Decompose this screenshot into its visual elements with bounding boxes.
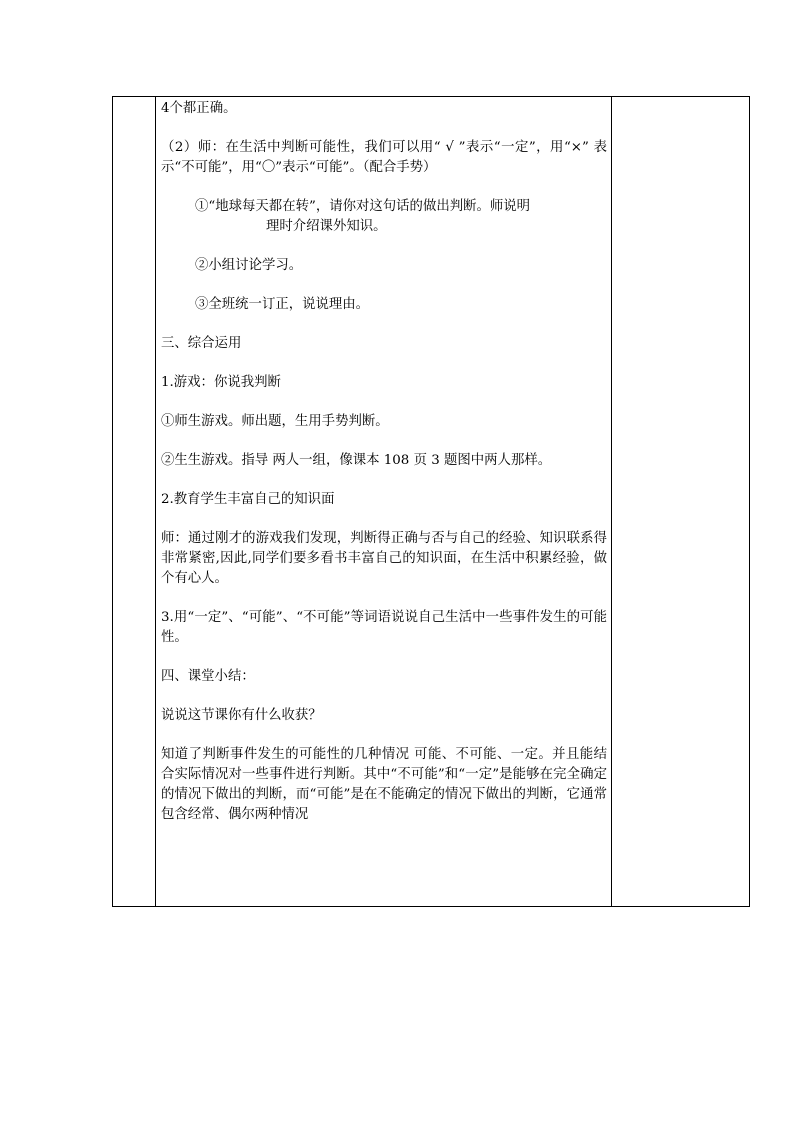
paragraph-summary-question: 说说这节课你有什么收获？ — [161, 708, 322, 723]
paragraph-summary-body: 知道了判断事件发生的可能性的几种情况 可能、不可能、一定。并且能结合实际情况对一些事件进行判断。其中“不可能”和“一定”是能够在完全确定的情况下做出的判断，而“可能”是在不能确定的情况下做出的判断，它通常包含经常、偶尔两种情况 — [161, 747, 607, 822]
table-content-cell — [161, 97, 607, 825]
paragraph-earth-rotation-2: 理时介绍课外知识。 — [266, 219, 387, 234]
lesson-plan-table — [112, 96, 750, 907]
section-heading-summary: 四、课堂小结： — [161, 669, 255, 684]
paragraph-group-discussion: ②小组讨论学习。 — [195, 258, 303, 273]
paragraph-teacher-judgment: （2）师：在生活中判断可能性，我们可以用“ √ ”表示“一定”，用“×” 表示“不可能”，用“〇”表示“可能”。（配合手势） — [161, 140, 607, 175]
table-column-divider-right — [611, 97, 612, 906]
paragraph-teacher-student-game: ①师生游戏。师出题，生用手势判断。 — [161, 414, 389, 429]
paragraph-earth-rotation-1: ①“地球每天都在转”，请你对这句话的做出判断。师说明 — [195, 199, 531, 214]
section-heading-application: 三、综合运用 — [161, 336, 242, 351]
paragraph-student-student-game: ②生生游戏。指导 两人一组，像课本 108 页 3 题图中两人那样。 — [161, 453, 552, 468]
paragraph-game-title: 1.游戏：你说我判断 — [161, 375, 281, 390]
paragraph-class-correction: ③全班统一订正，说说理由。 — [195, 297, 370, 312]
paragraph-word-usage: 3.用“一定”、“可能”、“不可能”等词语说说自己生活中一些事件发生的可能性。 — [161, 610, 607, 645]
table-column-divider-left — [155, 97, 156, 906]
paragraph-knowledge-body: 师：通过刚才的游戏我们发现，判断得正确与否与自己的经验、知识联系得非常紧密,因此,同学们要多看书丰富自己的知识面，在生活中积累经验，做个有心人。 — [161, 531, 607, 586]
paragraph-knowledge-title: 2.教育学生丰富自己的知识面 — [161, 492, 335, 507]
paragraph-line: 4个都正确。 — [161, 101, 237, 116]
